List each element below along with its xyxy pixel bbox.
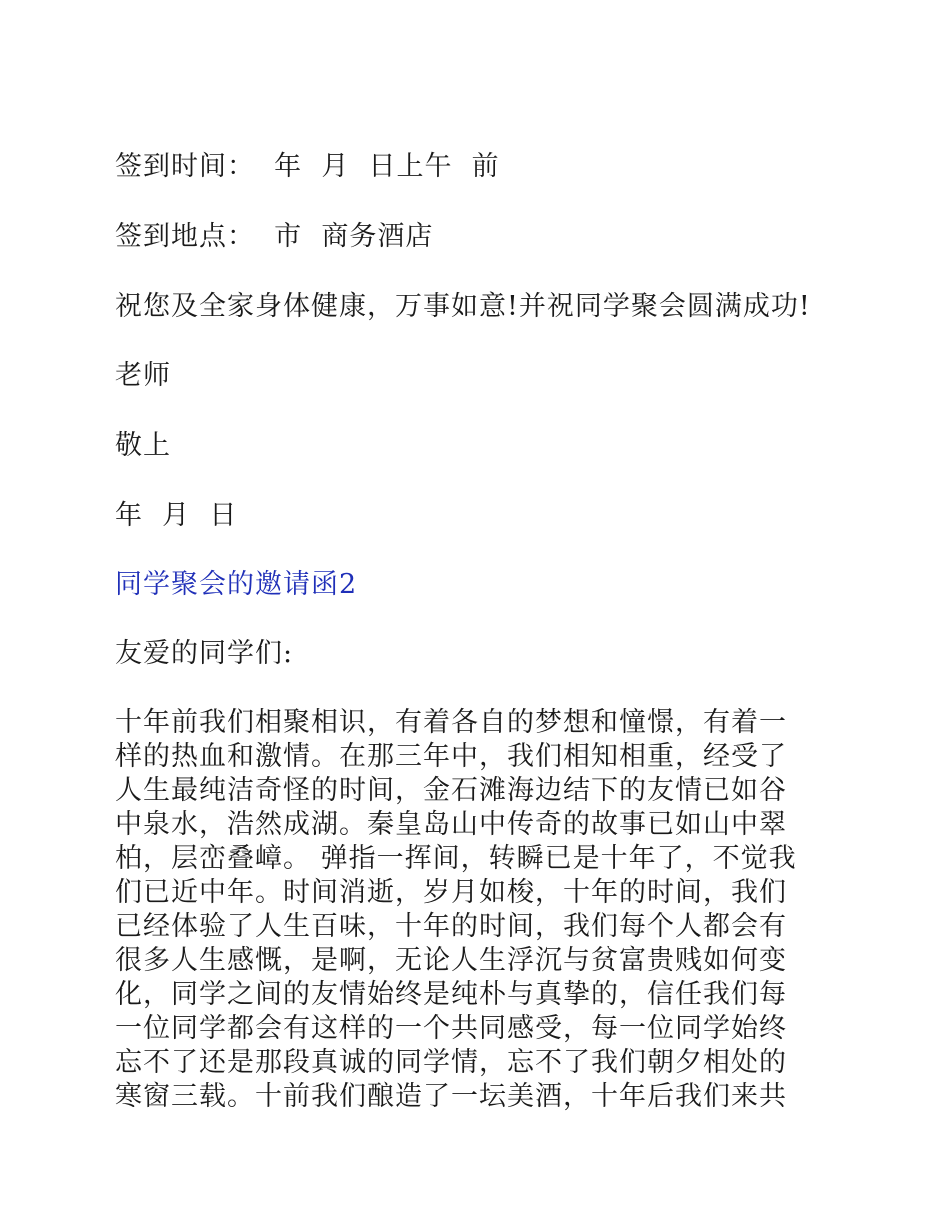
paragraph-line: 人生最纯洁奇怪的时间，金石滩海边结下的友情已如谷 bbox=[115, 775, 787, 806]
paragraph-line: 寒窗三载。十前我们酿造了一坛美酒，十年后我们来共 bbox=[115, 1081, 787, 1112]
body-paragraph bbox=[115, 706, 797, 1114]
paragraph-line: 已经体验了人生百味，十年的时间，我们每个人都会有 bbox=[115, 911, 787, 942]
checkin-time: 签到时间： 年 月 日上午 前 bbox=[115, 151, 500, 182]
paragraph-line: 很多人生感慨，是啊，无论人生浮沉与贫富贵贱如何变 bbox=[115, 945, 787, 976]
paragraph-line: 样的热血和激情。在那三年中，我们相知相重，经受了 bbox=[115, 741, 787, 772]
paragraph-line: 一位同学都会有这样的一个共同感受，每一位同学始终 bbox=[115, 1013, 787, 1044]
section-heading: 同学聚会的邀请函2 bbox=[115, 569, 358, 600]
wishes: 祝您及全家身体健康，万事如意!并祝同学聚会圆满成功! bbox=[115, 291, 811, 322]
paragraph-line: 们已近中年。时间消逝，岁月如梭，十年的时间，我们 bbox=[115, 877, 787, 908]
greeting: 友爱的同学们: bbox=[115, 638, 294, 669]
teacher-signature: 老师 bbox=[115, 360, 171, 391]
checkin-place: 签到地点： 市 商务酒店 bbox=[115, 221, 434, 252]
respectfully-closing: 敬上 bbox=[115, 430, 171, 461]
paragraph-line: 化，同学之间的友情始终是纯朴与真挚的，信任我们每 bbox=[115, 979, 787, 1010]
letter-date: 年 月 日 bbox=[115, 500, 238, 531]
paragraph-line: 忘不了还是那段真诚的同学情，忘不了我们朝夕相处的 bbox=[115, 1047, 787, 1078]
paragraph-line: 柏，层峦叠嶂。 弹指一挥间，转瞬已是十年了，不觉我 bbox=[115, 843, 797, 874]
paragraph-line: 十年前我们相聚相识，有着各自的梦想和憧憬，有着一 bbox=[115, 707, 787, 738]
paragraph-line: 中泉水，浩然成湖。秦皇岛山中传奇的故事已如山中翠 bbox=[115, 809, 787, 840]
